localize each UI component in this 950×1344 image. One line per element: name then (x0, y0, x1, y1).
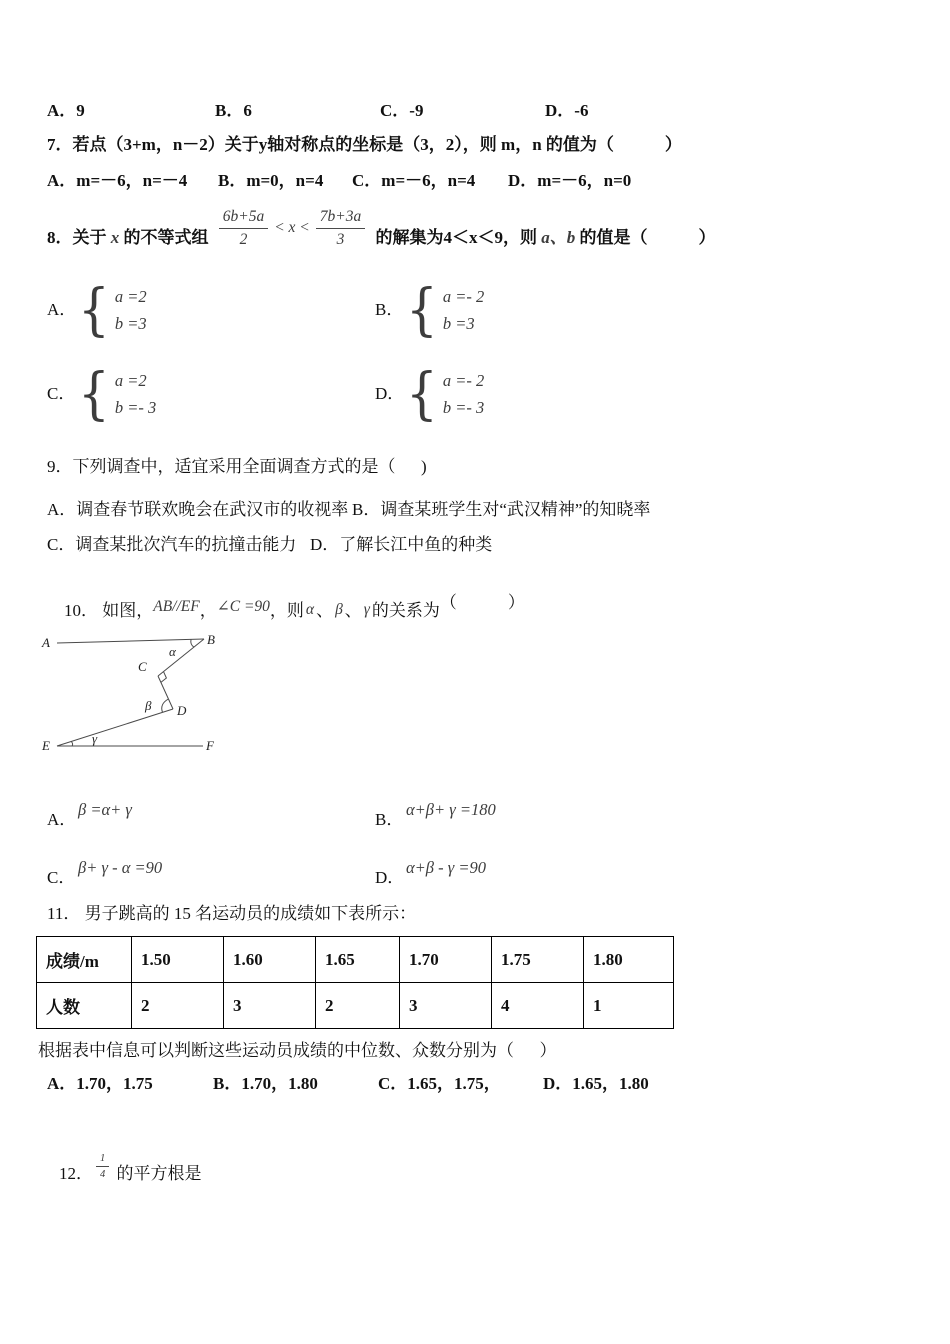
q9-option-d: D．了解长江中鱼的种类 (310, 535, 493, 554)
q12-fraction-numerator: 1 (96, 1152, 109, 1167)
q8-fraction-left-numerator: 6b+5a (219, 207, 268, 228)
q8-option-d-brace: { (406, 361, 438, 427)
q9-stem: 9．下列调查中，适宜采用全面调查方式的是（ ) (47, 457, 427, 476)
q8-inequality-middle: < x < (274, 219, 310, 236)
q6-option-c: C．-9 (380, 101, 424, 120)
q12-fraction-denominator: 4 (100, 1169, 106, 1181)
q10-option-b-label: B． (375, 810, 404, 829)
q9-option-a: A．调查春节联欢晚会在武汉市的收视率 (47, 500, 349, 519)
q11-option-b: B．1.70，1.80 (213, 1074, 318, 1093)
q12-number: 12． (59, 1163, 93, 1183)
q10-stem-mid: ，则 (269, 600, 304, 620)
q8-option-b-eq1: a =- 2 (442, 287, 485, 306)
q8-option-c-brace: { (78, 361, 110, 427)
q7-option-c: C．m=－6，n=4 (352, 171, 476, 190)
q10-stem-paren: （ ） (439, 592, 525, 612)
q8-stem (47, 202, 716, 254)
table-row-count (37, 983, 674, 1029)
q8-option-b-eq2: b =3 (442, 314, 475, 333)
q7-option-a: A．m=－6，n=－4 (47, 171, 188, 190)
q10-option-c-formula: β+ γ - α =90 (78, 858, 163, 877)
q7-option-d: D．m=－6，n=0 (508, 171, 632, 190)
q10-figure (38, 620, 253, 760)
q7-stem: 7．若点（3+m，n－2）关于y轴对称点的坐标是（3，2），则 m，n 的值为（ ） (47, 135, 682, 154)
table-row-score (37, 937, 674, 983)
q8-stem-text-3: 的解集为4＜x＜9，则 (371, 228, 542, 248)
q8-option-a-eq1: a =2 (114, 287, 147, 306)
q10-math-angle-c: ∠C =90 (216, 597, 270, 615)
table-cell: 成绩/m (37, 937, 132, 983)
q10-option-c-label: C． (47, 868, 76, 887)
table-cell: 1.70 (400, 937, 492, 983)
q8-option-b-label: B． (375, 299, 404, 319)
q8-option-a-brace: { (78, 277, 110, 343)
q6-option-a: A．9 (47, 101, 85, 120)
q10-dun-2: 、 (344, 600, 362, 620)
q8-option-d (375, 361, 485, 427)
q12-text: 的平方根是 (112, 1163, 202, 1183)
line-ab (57, 639, 204, 643)
q10-greek-beta: β (335, 600, 343, 618)
q10-figure-label-beta: β (145, 698, 152, 713)
q10-greek-alpha: α (305, 600, 315, 618)
q10-option-c (47, 858, 162, 890)
q8-stem-text-4: 的值是（ ） (575, 228, 716, 248)
q8-stem-text-1: 8．关于 (47, 228, 111, 248)
q6-option-b: B．6 (215, 101, 252, 120)
q8-option-a-system (115, 283, 147, 337)
q11-option-a: A．1.70，1.75 (47, 1074, 153, 1093)
q10-option-a (47, 800, 132, 832)
q8-option-d-label: D． (375, 383, 405, 403)
q11-option-c: C．1.65，1.75， (378, 1074, 501, 1093)
q8-option-c-eq1: a =2 (114, 371, 147, 390)
q10-figure-label-e: E (42, 738, 50, 753)
q8-stem-text-2: 的不等式组 (119, 228, 213, 248)
table-cell: 1 (584, 983, 674, 1029)
q10-dun-1: 、 (316, 600, 334, 620)
table-cell: 1.50 (132, 937, 224, 983)
q10-figure-label-d: D (177, 703, 187, 718)
table-cell: 4 (492, 983, 584, 1029)
table-cell: 1.65 (316, 937, 400, 983)
table-cell: 2 (132, 983, 224, 1029)
line-cd (158, 676, 173, 709)
q10-stem-post: 的关系为 (371, 600, 440, 620)
q8-option-d-eq1: a =- 2 (442, 371, 485, 390)
angle-alpha-arc (191, 640, 194, 648)
q11-note: 根据表中信息可以判断这些运动员成绩的中位数、众数分别为（ ） (38, 1041, 557, 1060)
q12-stem (42, 1140, 202, 1222)
q10-figure-label-c: C (138, 659, 147, 674)
q8-option-b-brace: { (406, 277, 438, 343)
q8-fraction-left-denominator: 2 (239, 230, 248, 248)
q10-option-d-formula: α+β - γ =90 (406, 858, 487, 877)
q8-option-c-system (115, 367, 156, 421)
q8-option-d-system (443, 367, 484, 421)
q8-option-a (47, 277, 147, 343)
q8-option-c-eq2: b =- 3 (114, 398, 157, 417)
q11-table (36, 936, 674, 1029)
q11-option-d: D．1.65，1.80 (543, 1074, 649, 1093)
q6-option-d: D．-6 (545, 101, 589, 120)
q10-figure-label-gamma: γ (92, 731, 98, 746)
q8-option-b-system (443, 283, 484, 337)
table-cell: 3 (400, 983, 492, 1029)
q8-fraction-left (219, 207, 268, 249)
q8-option-d-eq2: b =- 3 (442, 398, 485, 417)
q8-var-x: x (110, 228, 120, 248)
q10-figure-label-a: A (42, 635, 50, 650)
q8-fraction-right-denominator: 3 (336, 230, 345, 248)
q10-option-b-formula: α+β+ γ =180 (406, 800, 496, 819)
q7-option-b: B．m=0，n=4 (218, 171, 324, 190)
q10-option-a-label: A． (47, 810, 77, 829)
q10-option-b (375, 800, 496, 832)
q8-option-c (47, 361, 157, 427)
table-cell: 1.80 (584, 937, 674, 983)
q10-figure-label-b: B (207, 632, 215, 647)
q9-option-c: C．调查某批次汽车的抗撞击能力 (47, 535, 297, 554)
line-de (57, 709, 173, 746)
q10-option-a-formula: β =α+ γ (78, 800, 132, 819)
q8-option-a-label: A． (47, 299, 77, 319)
table-cell: 人数 (37, 983, 132, 1029)
table-cell: 3 (224, 983, 316, 1029)
q10-figure-label-alpha: α (169, 644, 176, 659)
q10-math-parallel: AB//EF (153, 597, 200, 615)
q10-stem-pre: 10． 如图， (64, 600, 154, 620)
q8-option-c-label: C． (47, 383, 76, 403)
q11-stem: 11． 男子跳高的 15 名运动员的成绩如下表所示： (47, 904, 417, 923)
q10-figure-label-f: F (206, 738, 214, 753)
line-bc (158, 639, 204, 676)
q8-fraction-right-numerator: 7b+3a (316, 207, 365, 228)
q12-fraction (96, 1152, 109, 1181)
table-cell: 1.75 (492, 937, 584, 983)
q10-option-d (375, 858, 486, 890)
q10-stem-comma: ， (199, 600, 217, 620)
angle-gamma-arc (71, 741, 72, 746)
q8-fraction-right (316, 207, 365, 249)
q8-option-b (375, 277, 485, 343)
q10-option-d-label: D． (375, 868, 405, 887)
table-cell: 2 (316, 983, 400, 1029)
table-cell: 1.60 (224, 937, 316, 983)
q8-option-a-eq2: b =3 (114, 314, 147, 333)
q9-option-b: B．调查某班学生对“武汉精神”的知晓率 (352, 500, 651, 519)
q8-vars-ab: a、b (541, 228, 576, 248)
q10-greek-gamma: γ (363, 600, 370, 618)
